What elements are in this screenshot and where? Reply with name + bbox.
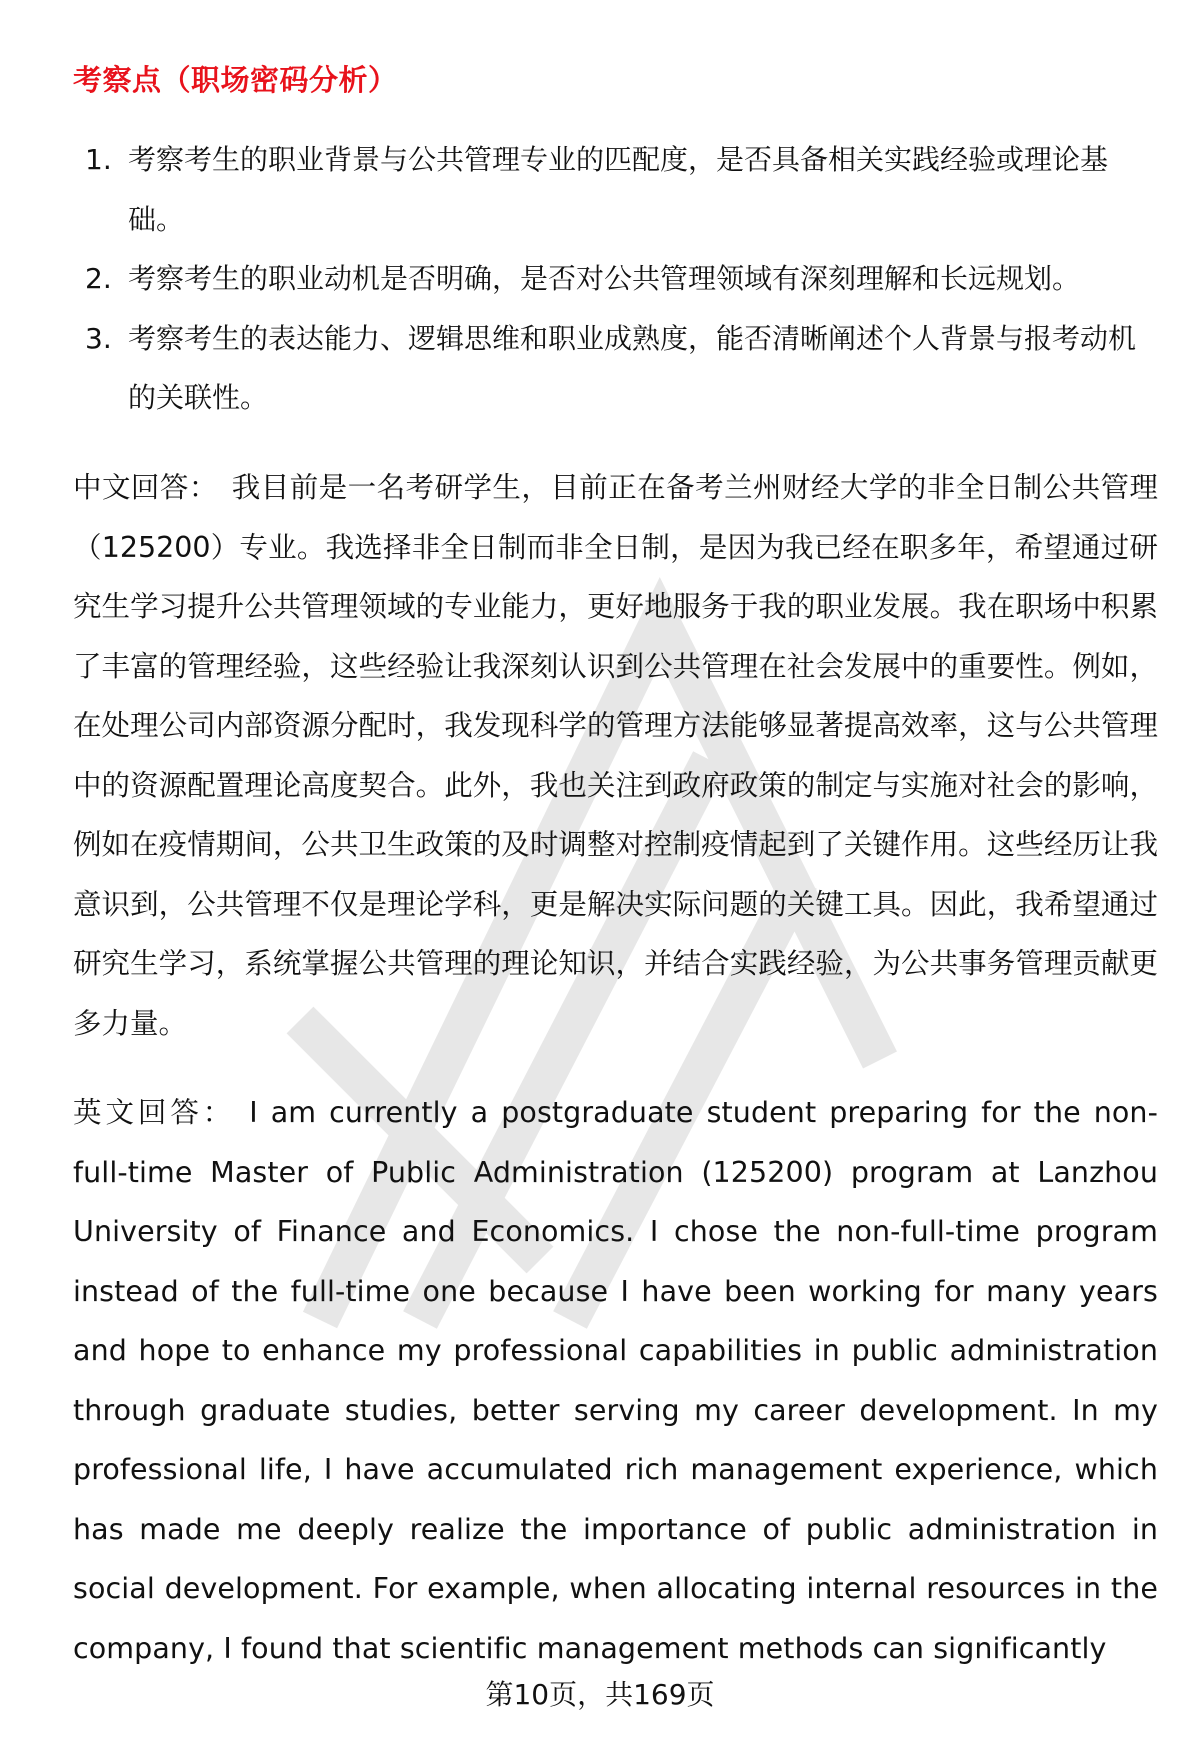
key-point-text: 考察考生的职业动机是否明确，是否对公共管理领域有深刻理解和长远规划。 [128, 262, 1081, 295]
list-number: 3. [85, 321, 112, 355]
list-number: 2. [85, 262, 112, 295]
chinese-answer-label: 中文回答： [73, 471, 218, 504]
key-point-text: 考察考生的职业背景与公共管理专业的匹配度，是否具备相关实践经验或理论基础。 [128, 143, 1109, 236]
english-answer-paragraph [73, 1083, 1158, 1678]
key-point-text: 考察考生的表达能力、逻辑思维和职业成熟度，能否清晰阐述个人背景与报考动机的关联性。 [128, 321, 1137, 414]
english-answer-text: I am currently a postgraduate student preparing for the non-full-time Master of Public Administration (125200) program at Lanzhou University of Finance and Economics. I chose the non-full-time program instead of the full-time one because I have been working for many years and hope to enhance my professional capabilities in public administration through graduate studies, better serving my career development. In my professional life, I have accumulated rich management experience, which has made me deeply realize the importance of public administration in social development. For example, when allocating internal resources in the company, I found that scientific management methods can significantly [73, 1096, 1158, 1665]
chinese-answer-text: 我目前是一名考研学生，目前正在备考兰州财经大学的非全日制公共管理（125200）专业。我选择非全日制而非全日制，是因为我已经在职多年，希望通过研究生学习提升公共管理领域的专业能力，更好地服务于我的职业发展。我在职场中积累了丰富的管理经验，这些经验让我深刻认识到公共管理在社会发展中的重要性。例如，在处理公司内部资源分配时，我发现科学的管理方法能够显著提高效率，这与公共管理中的资源配置理论高度契合。此外，我也关注到政府政策的制定与实施对社会的影响，例如在疫情期间，公共卫生政策的及时调整对控制疫情起到了关键作用。这些经历让我意识到，公共管理不仅是理论学科，更是解决实际问题的关键工具。因此，我希望通过研究生学习，系统掌握公共管理的理论知识，并结合实践经验，为公共事务管理贡献更多力量。 [73, 471, 1158, 1040]
key-points-list [73, 130, 1153, 428]
list-number: 1. [85, 143, 112, 176]
key-point-item [73, 309, 1153, 428]
page-indicator: 第10页，共169页 [485, 1678, 715, 1711]
section-title: 考察点（职场密码分析） [73, 63, 398, 97]
chinese-answer-paragraph [73, 458, 1158, 1053]
english-answer-label: 英文回答： [73, 1096, 236, 1129]
key-point-item [73, 249, 1153, 309]
key-point-item [73, 130, 1153, 249]
